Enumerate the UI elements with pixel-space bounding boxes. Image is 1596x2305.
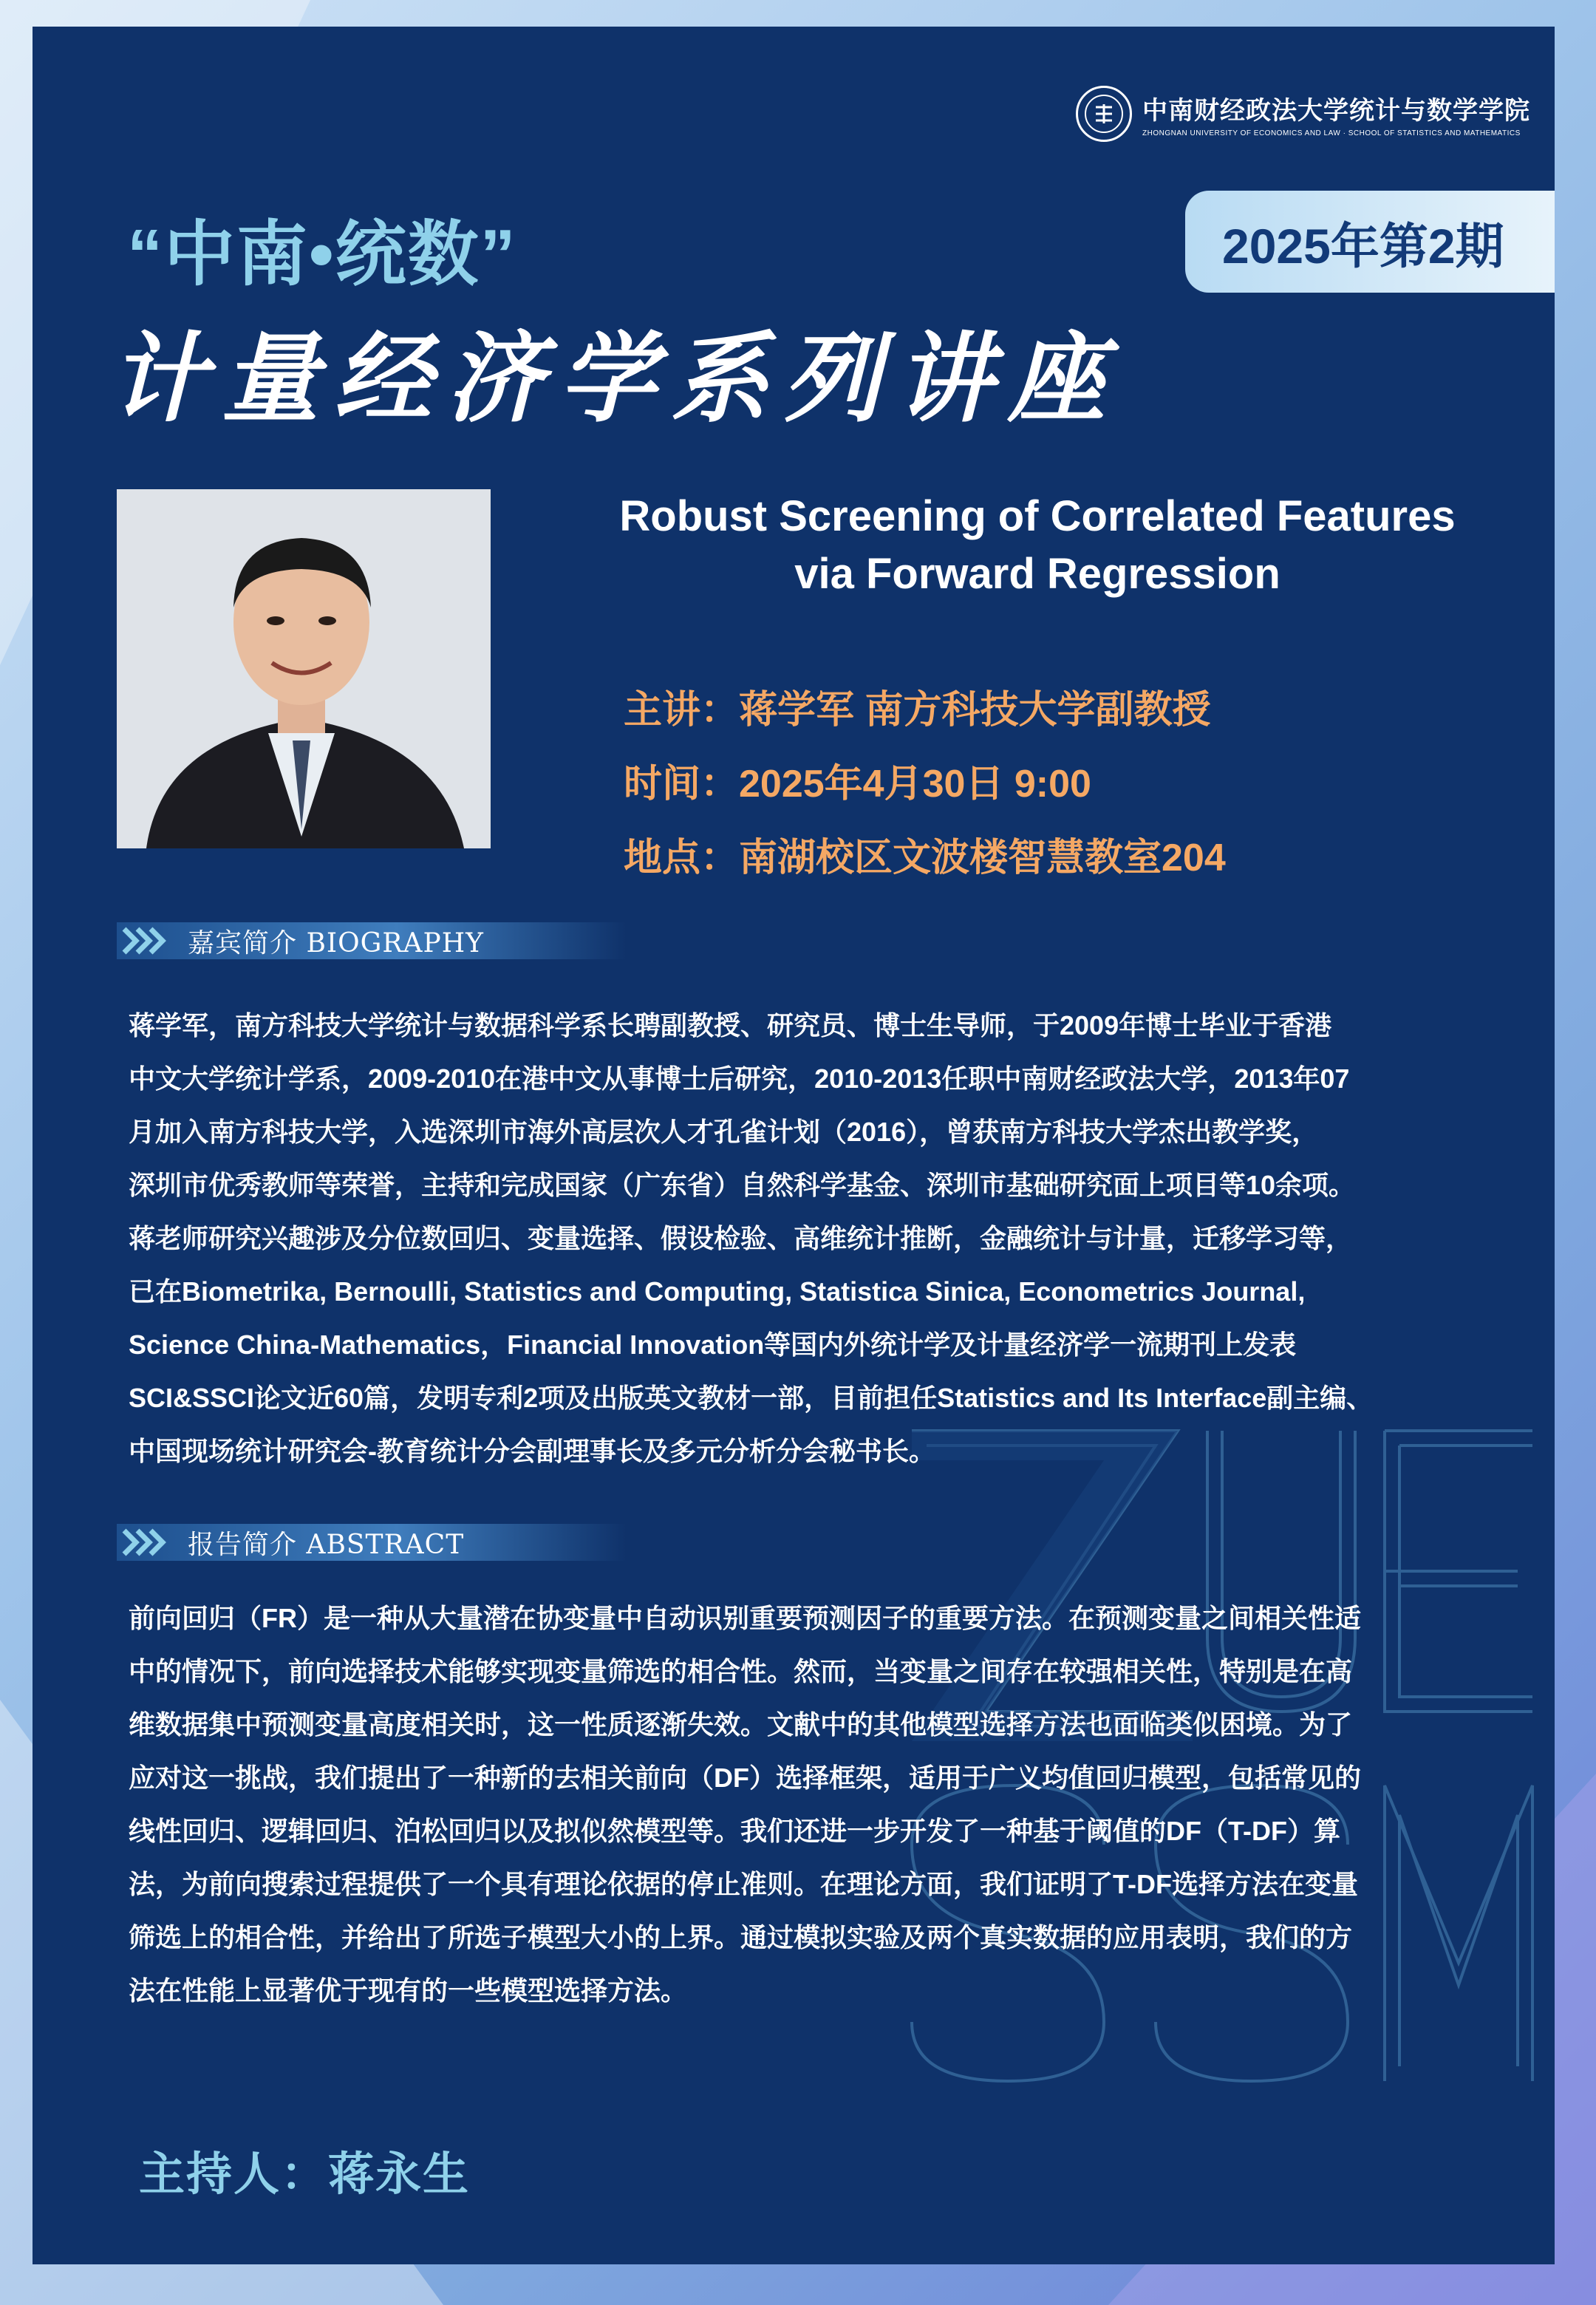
abstract-line: 线性回归、逻辑回归、泊松回归以及拟似然模型等。我们还进一步开发了一种基于阈值的DF（T-DF）算 [129,1816,1340,1846]
university-name-cn: 中南财经政法大学统计与数学学院 [1142,96,1530,126]
speaker-info: 主讲：蒋学军 南方科技大学副教授 [624,689,1211,732]
biography-line: 中国现场统计研究会-教育统计分会副理事长及多元分析分会秘书长。 [129,1436,935,1466]
biography-line: 蒋老师研究兴趣涉及分位数回归、变量选择、假设检验、高维统计推断，金融统计与计量，迁移学习等， [129,1223,1353,1253]
poster-panel [33,27,1555,2264]
biography-heading: 嘉宾简介 BIOGRAPHY [188,927,484,959]
biography-line: 深圳市优秀教师等荣誉，主持和完成国家（广东省）自然科学基金、深圳市基础研究面上项目等10余项。 [129,1170,1356,1200]
abstract-line: 筛选上的相合性，并给出了所选子模型大小的上界。通过模拟实验及两个真实数据的应用表明，我们的方 [129,1922,1353,1952]
biography-heading-bar [117,922,627,959]
biography-text [129,999,1540,1478]
biography-line: 蒋学军，南方科技大学统计与数据科学系长聘副教授、研究员、博士生导师，于2009年博士毕业于香港 [129,1010,1332,1041]
abstract-heading: 报告简介 ABSTRACT [188,1529,465,1560]
abstract-line: 维数据集中预测变量高度相关时，这一性质逐渐失效。文献中的其他模型选择方法也面临类似困境。为了 [129,1709,1353,1740]
abstract-text [129,1592,1540,2018]
abstract-line: 中的情况下，前向选择技术能够实现变量筛选的相合性。然而，当变量之间存在较强相关性，特别是在高 [129,1656,1353,1686]
biography-line: 已在Biometrika, Bernoulli, Statistics and Computing, Statistica Sinica, Econometrics Journal, [129,1276,1306,1307]
page-title: 计量经济学系列讲座 [109,321,1120,436]
biography-line: 中文大学统计学系，2009-2010在港中文从事博士后研究，2010-2013任职中南财经政法大学，2013年07 [129,1063,1350,1094]
issue-badge: 2025年第2期 [1185,191,1555,293]
university-logo [1076,86,1530,142]
university-seal-icon [1076,86,1132,142]
series-label: “中南•统数” [127,215,517,294]
time-info: 时间：2025年4月30日 9:00 [624,763,1091,806]
abstract-line: 法，为前向搜索过程提供了一个具有理论依据的停止准则。在理论方面，我们证明了T-DF选择方法在变量 [129,1869,1358,1899]
university-name-en: ZHONGNAN UNIVERSITY OF ECONOMICS AND LAW · SCHOOL OF STATISTICS AND MATHEMATICS [1142,129,1521,137]
talk-title-line1: Robust Screening of Correlated Features [619,492,1456,540]
chevron-right-icon [121,926,173,956]
abstract-heading-bar [117,1524,627,1561]
abstract-line: 法在性能上显著优于现有的一些模型选择方法。 [129,1975,688,2006]
talk-title-line2: via Forward Regression [794,550,1280,598]
chevron-right-icon [121,1528,173,1557]
speaker-photo [117,489,491,848]
biography-line: 月加入南方科技大学，入选深圳市海外高层次人才孔雀计划（2016），曾获南方科技大学杰出教学奖， [129,1117,1319,1147]
abstract-line: 应对这一挑战，我们提出了一种新的去相关前向（DF）选择框架，适用于广义均值回归模型，包括常见的 [129,1763,1361,1793]
biography-line: SCI&SSCI论文近60篇，发明专利2项及出版英文教材一部，目前担任Statistics and Its Interface副主编、 [129,1383,1374,1413]
host-info: 主持人：蒋永生 [139,2149,471,2200]
location-info: 地点：南湖校区文波楼智慧教室204 [624,837,1226,879]
talk-title [520,488,1555,603]
biography-line: Science China-Mathematics，Financial Innovation等国内外统计学及计量经济学一流期刊上发表 [129,1329,1297,1360]
abstract-line: 前向回归（FR）是一种从大量潜在协变量中自动识别重要预测因子的重要方法。在预测变量之间相关性适 [129,1603,1361,1633]
